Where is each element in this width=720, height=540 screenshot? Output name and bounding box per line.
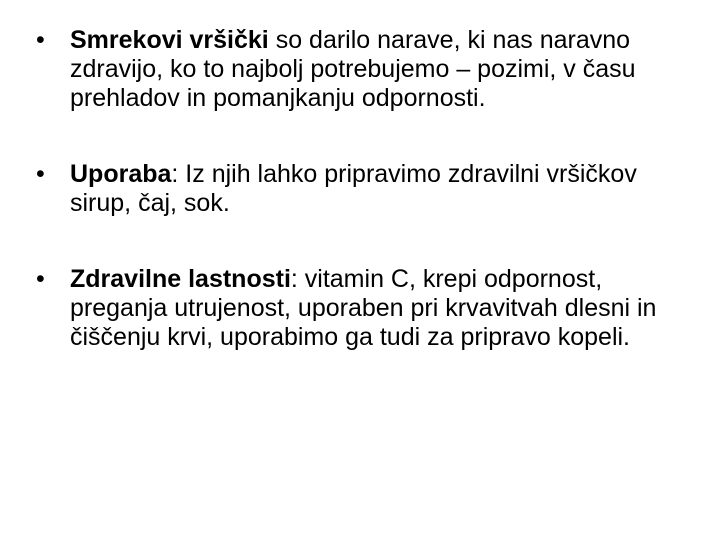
bullet-marker: • [36, 265, 45, 293]
bullet-text: so darilo narave, ki nas naravno zdravijo, ko to najbolj potrebujemo – pozimi, v času prehladov in pomanjkanju odpornosti. [70, 26, 636, 112]
bullet-term: Smrekovi vršički [70, 26, 269, 54]
bullet-term: Zdravilne lastnosti [70, 265, 291, 293]
bullet-item-health-properties [36, 265, 676, 352]
bullet-list [36, 26, 676, 352]
bullet-item-usage [36, 160, 676, 218]
bullet-marker: • [36, 26, 45, 54]
bullet-text: : Iz njih lahko pripravimo zdravilni vršičkov sirup, čaj, sok. [70, 160, 637, 217]
bullet-item-spruce-tips [36, 26, 676, 113]
bullet-marker: • [36, 160, 45, 188]
bullet-text: : vitamin C, krepi odpornost, preganja utrujenost, uporaben pri krvavitvah dlesni in čiščenju krvi, uporabimo ga tudi za pripravo kopeli. [70, 265, 657, 351]
bullet-term: Uporaba [70, 160, 172, 188]
